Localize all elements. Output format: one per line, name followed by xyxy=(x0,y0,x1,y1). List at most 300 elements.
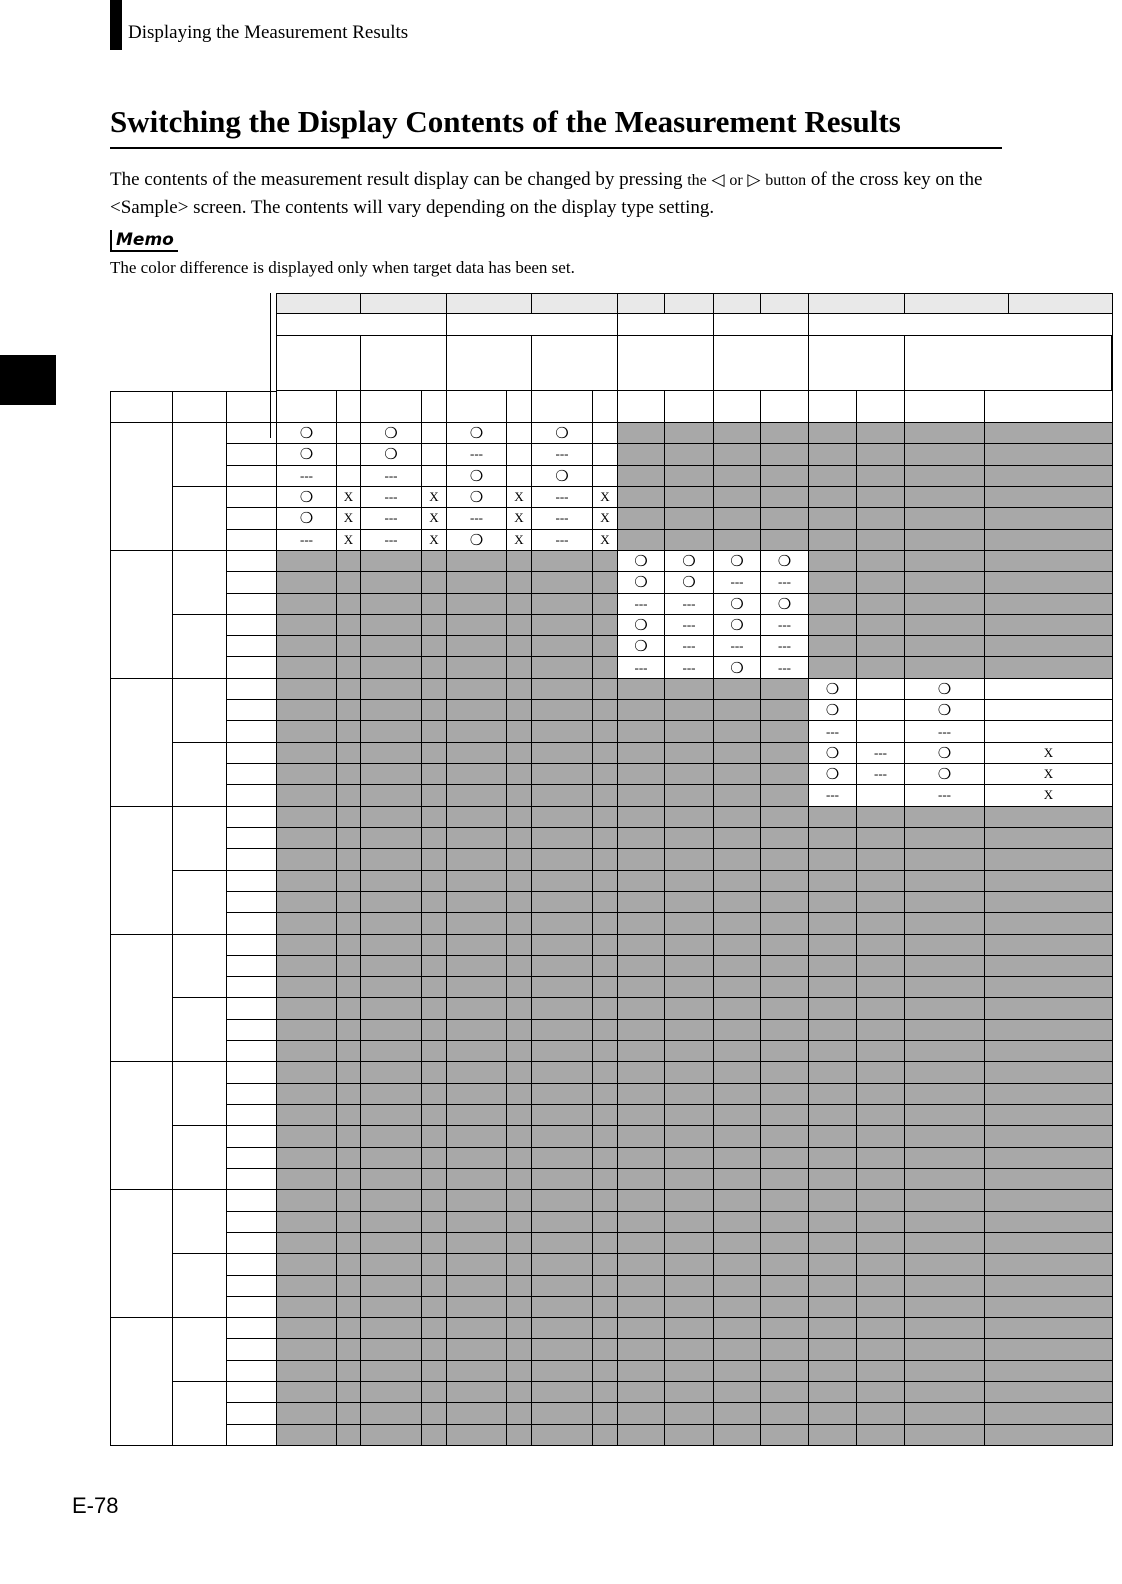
data-cell xyxy=(531,935,592,956)
sub-header-mi xyxy=(506,391,531,423)
data-cell xyxy=(531,1190,592,1211)
data-cell xyxy=(808,1318,856,1339)
data-cell xyxy=(984,1041,1112,1062)
data-cell xyxy=(276,551,336,572)
data-cell xyxy=(421,679,446,700)
right-arrow-icon: ▷ xyxy=(747,170,761,190)
data-cell xyxy=(506,1062,531,1083)
data-cell xyxy=(664,508,713,529)
data-cell xyxy=(617,700,664,721)
data-cell xyxy=(446,871,506,892)
data-cell xyxy=(336,466,360,487)
data-cell xyxy=(531,1169,592,1190)
sub-header-mi xyxy=(592,391,617,423)
data-cell xyxy=(856,721,904,742)
data-cell xyxy=(592,1062,617,1083)
data-cell xyxy=(421,466,446,487)
data-cell xyxy=(421,444,446,465)
data-cell xyxy=(713,1276,760,1297)
data-cell xyxy=(336,1126,360,1147)
data-cell xyxy=(904,1254,984,1275)
data-cell xyxy=(856,1190,904,1211)
data-cell xyxy=(984,1276,1112,1297)
data-cell xyxy=(760,998,808,1019)
data-cell xyxy=(856,466,904,487)
data-cell xyxy=(904,998,984,1019)
data-cell: --- xyxy=(446,444,506,465)
mode-cell xyxy=(226,1339,276,1360)
page-number: E-78 xyxy=(72,1493,119,1518)
data-cell xyxy=(808,1169,856,1190)
data-cell xyxy=(276,913,336,934)
data-cell xyxy=(446,1233,506,1254)
data-cell xyxy=(617,1041,664,1062)
data-cell: X xyxy=(336,487,360,508)
data-cell xyxy=(856,977,904,998)
data-cell xyxy=(276,1126,336,1147)
data-cell xyxy=(592,764,617,785)
data-cell xyxy=(760,444,808,465)
data-cell xyxy=(856,487,904,508)
data-cell xyxy=(760,807,808,828)
data-cell xyxy=(760,1212,808,1233)
data-cell xyxy=(531,849,592,870)
data-cell xyxy=(984,977,1112,998)
data-cell xyxy=(592,1148,617,1169)
mode-column-header xyxy=(226,391,276,423)
data-cell xyxy=(760,700,808,721)
data-cell xyxy=(904,530,984,551)
data-cell: ❍ xyxy=(446,423,506,444)
data-cell xyxy=(276,1062,336,1083)
data-cell xyxy=(713,1062,760,1083)
mode-cell xyxy=(226,1169,276,1190)
data-cell xyxy=(984,807,1112,828)
data-cell xyxy=(360,1339,421,1360)
data-cell: ❍ xyxy=(664,551,713,572)
data-cell xyxy=(760,1062,808,1083)
data-cell xyxy=(760,530,808,551)
data-cell xyxy=(760,871,808,892)
data-cell: ❍ xyxy=(808,743,856,764)
data-cell xyxy=(506,466,531,487)
data-cell xyxy=(808,1041,856,1062)
data-cell xyxy=(446,679,506,700)
data-cell xyxy=(904,1297,984,1318)
data-cell xyxy=(617,1254,664,1275)
data-cell xyxy=(421,1339,446,1360)
data-cell xyxy=(592,551,617,572)
data-cell xyxy=(276,1148,336,1169)
data-cell xyxy=(984,444,1112,465)
data-cell xyxy=(984,935,1112,956)
data-cell xyxy=(904,1233,984,1254)
data-cell xyxy=(617,1425,664,1446)
column-number-4 xyxy=(531,293,617,314)
data-cell xyxy=(856,1276,904,1297)
data-cell xyxy=(360,913,421,934)
illuminant-cell xyxy=(172,807,226,871)
data-cell xyxy=(592,615,617,636)
data-cell xyxy=(592,1190,617,1211)
data-cell xyxy=(531,1126,592,1147)
data-cell xyxy=(760,1403,808,1424)
data-cell xyxy=(506,1318,531,1339)
data-cell xyxy=(664,1361,713,1382)
data-cell xyxy=(984,1318,1112,1339)
data-cell xyxy=(276,956,336,977)
data-cell xyxy=(276,1212,336,1233)
data-cell xyxy=(713,530,760,551)
mode-cell xyxy=(226,1084,276,1105)
data-cell xyxy=(336,743,360,764)
data-cell xyxy=(421,785,446,806)
data-cell xyxy=(904,1105,984,1126)
data-cell xyxy=(984,1212,1112,1233)
mode-cell xyxy=(226,551,276,572)
data-cell xyxy=(984,828,1112,849)
illuminant-cell xyxy=(172,551,226,615)
data-cell xyxy=(360,871,421,892)
data-cell xyxy=(760,1233,808,1254)
mode-cell xyxy=(226,508,276,529)
data-cell xyxy=(592,1276,617,1297)
data-cell xyxy=(904,636,984,657)
data-cell xyxy=(808,572,856,593)
display-type-cell xyxy=(110,807,172,935)
data-cell xyxy=(360,1126,421,1147)
data-cell xyxy=(446,1041,506,1062)
data-cell xyxy=(446,849,506,870)
data-cell xyxy=(713,466,760,487)
data-cell xyxy=(506,572,531,593)
column-number-9 xyxy=(808,293,904,314)
data-cell xyxy=(617,913,664,934)
data-cell xyxy=(617,1339,664,1360)
display-type-header xyxy=(110,391,172,423)
data-cell xyxy=(592,572,617,593)
mode-cell xyxy=(226,998,276,1019)
data-cell xyxy=(713,913,760,934)
mode-cell xyxy=(226,679,276,700)
data-cell xyxy=(531,828,592,849)
data-cell xyxy=(360,807,421,828)
column-number-8 xyxy=(760,293,808,314)
data-cell xyxy=(617,1169,664,1190)
data-cell xyxy=(531,700,592,721)
data-cell xyxy=(808,487,856,508)
data-cell xyxy=(421,636,446,657)
data-cell xyxy=(360,1361,421,1382)
data-cell xyxy=(506,743,531,764)
data-cell xyxy=(276,1020,336,1041)
data-cell xyxy=(713,807,760,828)
data-cell xyxy=(713,1148,760,1169)
data-cell xyxy=(713,1425,760,1446)
data-cell xyxy=(808,956,856,977)
data-cell xyxy=(506,977,531,998)
data-cell: X xyxy=(592,530,617,551)
data-cell xyxy=(664,466,713,487)
data-cell xyxy=(664,1169,713,1190)
data-cell xyxy=(336,828,360,849)
data-cell xyxy=(713,743,760,764)
data-cell xyxy=(984,1190,1112,1211)
data-cell xyxy=(276,1041,336,1062)
data-cell xyxy=(856,935,904,956)
data-cell xyxy=(276,1361,336,1382)
data-cell xyxy=(592,935,617,956)
data-cell: ❍ xyxy=(713,594,760,615)
data-cell: ❍ xyxy=(446,487,506,508)
data-cell xyxy=(276,935,336,956)
data-cell xyxy=(664,1212,713,1233)
data-cell xyxy=(856,444,904,465)
data-cell xyxy=(446,1425,506,1446)
data-cell xyxy=(276,871,336,892)
data-cell xyxy=(808,935,856,956)
display-type-cell xyxy=(110,1062,172,1190)
data-cell xyxy=(664,1062,713,1083)
data-cell xyxy=(904,572,984,593)
data-cell: ❍ xyxy=(531,423,592,444)
data-cell xyxy=(592,636,617,657)
data-cell xyxy=(506,1212,531,1233)
data-cell xyxy=(276,1318,336,1339)
data-cell xyxy=(664,1233,713,1254)
data-cell xyxy=(808,977,856,998)
data-cell xyxy=(506,657,531,678)
data-cell: --- xyxy=(904,721,984,742)
data-cell xyxy=(713,700,760,721)
data-cell xyxy=(531,679,592,700)
data-cell xyxy=(856,679,904,700)
data-cell xyxy=(664,1318,713,1339)
data-cell xyxy=(713,1233,760,1254)
data-cell xyxy=(592,700,617,721)
data-cell xyxy=(592,849,617,870)
data-cell xyxy=(808,828,856,849)
data-cell xyxy=(421,721,446,742)
data-cell xyxy=(617,530,664,551)
data-cell xyxy=(713,508,760,529)
data-cell xyxy=(808,594,856,615)
data-cell xyxy=(592,1041,617,1062)
data-cell: --- xyxy=(760,657,808,678)
data-cell xyxy=(664,977,713,998)
data-cell xyxy=(856,1254,904,1275)
data-cell xyxy=(421,743,446,764)
data-cell xyxy=(421,892,446,913)
mode-cell xyxy=(226,1190,276,1211)
data-cell xyxy=(360,785,421,806)
data-cell xyxy=(531,551,592,572)
data-cell xyxy=(276,636,336,657)
illuminant-cell xyxy=(172,1318,226,1382)
data-cell xyxy=(664,1403,713,1424)
data-cell xyxy=(336,1297,360,1318)
data-cell xyxy=(904,977,984,998)
data-cell xyxy=(360,721,421,742)
data-cell xyxy=(856,1212,904,1233)
data-cell xyxy=(506,935,531,956)
mode-cell xyxy=(226,487,276,508)
data-cell xyxy=(904,1169,984,1190)
data-cell xyxy=(856,1126,904,1147)
mode-cell xyxy=(226,466,276,487)
data-cell xyxy=(808,1020,856,1041)
data-cell xyxy=(808,1297,856,1318)
data-cell xyxy=(446,1169,506,1190)
data-cell xyxy=(617,828,664,849)
data-cell xyxy=(446,1084,506,1105)
data-cell xyxy=(446,956,506,977)
data-cell xyxy=(808,871,856,892)
data-cell xyxy=(506,700,531,721)
data-cell xyxy=(808,466,856,487)
data-cell: ❍ xyxy=(664,572,713,593)
illuminant-header xyxy=(172,391,226,423)
data-cell xyxy=(276,828,336,849)
data-cell xyxy=(276,1084,336,1105)
data-cell xyxy=(856,871,904,892)
data-cell xyxy=(592,743,617,764)
data-cell xyxy=(664,1254,713,1275)
data-cell: X xyxy=(421,530,446,551)
data-cell xyxy=(336,1212,360,1233)
data-cell xyxy=(984,1339,1112,1360)
data-cell xyxy=(336,1318,360,1339)
data-cell xyxy=(664,1382,713,1403)
data-cell: ❍ xyxy=(904,764,984,785)
data-cell xyxy=(421,1062,446,1083)
data-cell xyxy=(760,1361,808,1382)
data-cell xyxy=(336,764,360,785)
data-cell xyxy=(760,1041,808,1062)
data-cell xyxy=(856,892,904,913)
column-number-5 xyxy=(617,293,664,314)
data-cell: X xyxy=(336,530,360,551)
data-cell xyxy=(808,1254,856,1275)
data-cell: --- xyxy=(276,466,336,487)
data-cell xyxy=(421,764,446,785)
data-cell xyxy=(421,1297,446,1318)
data-cell xyxy=(856,913,904,934)
data-cell xyxy=(421,977,446,998)
data-cell xyxy=(904,466,984,487)
data-cell xyxy=(617,1212,664,1233)
data-cell xyxy=(421,1105,446,1126)
data-cell xyxy=(856,1020,904,1041)
data-cell xyxy=(336,636,360,657)
data-cell xyxy=(421,615,446,636)
data-cell xyxy=(856,1403,904,1424)
data-cell xyxy=(808,1062,856,1083)
data-cell xyxy=(713,935,760,956)
data-cell xyxy=(592,423,617,444)
data-cell xyxy=(760,1084,808,1105)
data-cell xyxy=(904,1276,984,1297)
data-cell xyxy=(531,764,592,785)
data-cell xyxy=(276,1425,336,1446)
data-cell xyxy=(808,1084,856,1105)
data-cell xyxy=(336,935,360,956)
data-cell xyxy=(446,913,506,934)
data-cell xyxy=(360,1403,421,1424)
column-number-10 xyxy=(904,293,1008,314)
data-cell xyxy=(446,1105,506,1126)
data-cell xyxy=(506,1382,531,1403)
data-cell xyxy=(904,551,984,572)
sub-header-illum1 xyxy=(617,391,664,423)
data-cell xyxy=(506,423,531,444)
data-cell xyxy=(808,530,856,551)
mode-cell xyxy=(226,1425,276,1446)
data-cell xyxy=(506,551,531,572)
data-cell xyxy=(336,1233,360,1254)
data-cell xyxy=(808,1382,856,1403)
data-cell xyxy=(808,551,856,572)
data-cell xyxy=(617,444,664,465)
data-cell xyxy=(713,1339,760,1360)
data-cell xyxy=(592,807,617,828)
data-cell xyxy=(531,1212,592,1233)
data-cell xyxy=(856,423,904,444)
data-cell xyxy=(421,1318,446,1339)
mode-cell xyxy=(226,935,276,956)
mode-header xyxy=(808,314,1112,336)
data-cell xyxy=(760,1254,808,1275)
data-cell: --- xyxy=(617,594,664,615)
data-cell xyxy=(760,1297,808,1318)
data-cell xyxy=(664,1084,713,1105)
data-cell xyxy=(531,892,592,913)
data-cell xyxy=(360,1020,421,1041)
data-cell xyxy=(336,572,360,593)
data-cell xyxy=(421,871,446,892)
data-cell xyxy=(276,700,336,721)
data-cell xyxy=(856,700,904,721)
data-cell xyxy=(808,1212,856,1233)
data-cell xyxy=(360,1084,421,1105)
data-cell xyxy=(276,1169,336,1190)
data-cell xyxy=(276,679,336,700)
data-cell xyxy=(421,1148,446,1169)
data-cell xyxy=(276,594,336,615)
data-cell xyxy=(760,743,808,764)
data-cell xyxy=(760,935,808,956)
content-header xyxy=(531,336,617,391)
data-cell: ❍ xyxy=(760,594,808,615)
data-cell xyxy=(506,913,531,934)
data-cell xyxy=(617,1020,664,1041)
data-cell xyxy=(506,615,531,636)
data-cell xyxy=(360,764,421,785)
data-cell: --- xyxy=(713,572,760,593)
data-cell xyxy=(276,1105,336,1126)
data-cell xyxy=(446,1212,506,1233)
data-cell: --- xyxy=(856,743,904,764)
data-cell xyxy=(664,764,713,785)
data-cell xyxy=(808,1403,856,1424)
data-cell xyxy=(904,828,984,849)
data-cell xyxy=(904,423,984,444)
data-cell xyxy=(592,1297,617,1318)
data-cell xyxy=(446,1318,506,1339)
mode-cell xyxy=(226,572,276,593)
data-cell xyxy=(336,956,360,977)
data-cell: ❍ xyxy=(808,700,856,721)
